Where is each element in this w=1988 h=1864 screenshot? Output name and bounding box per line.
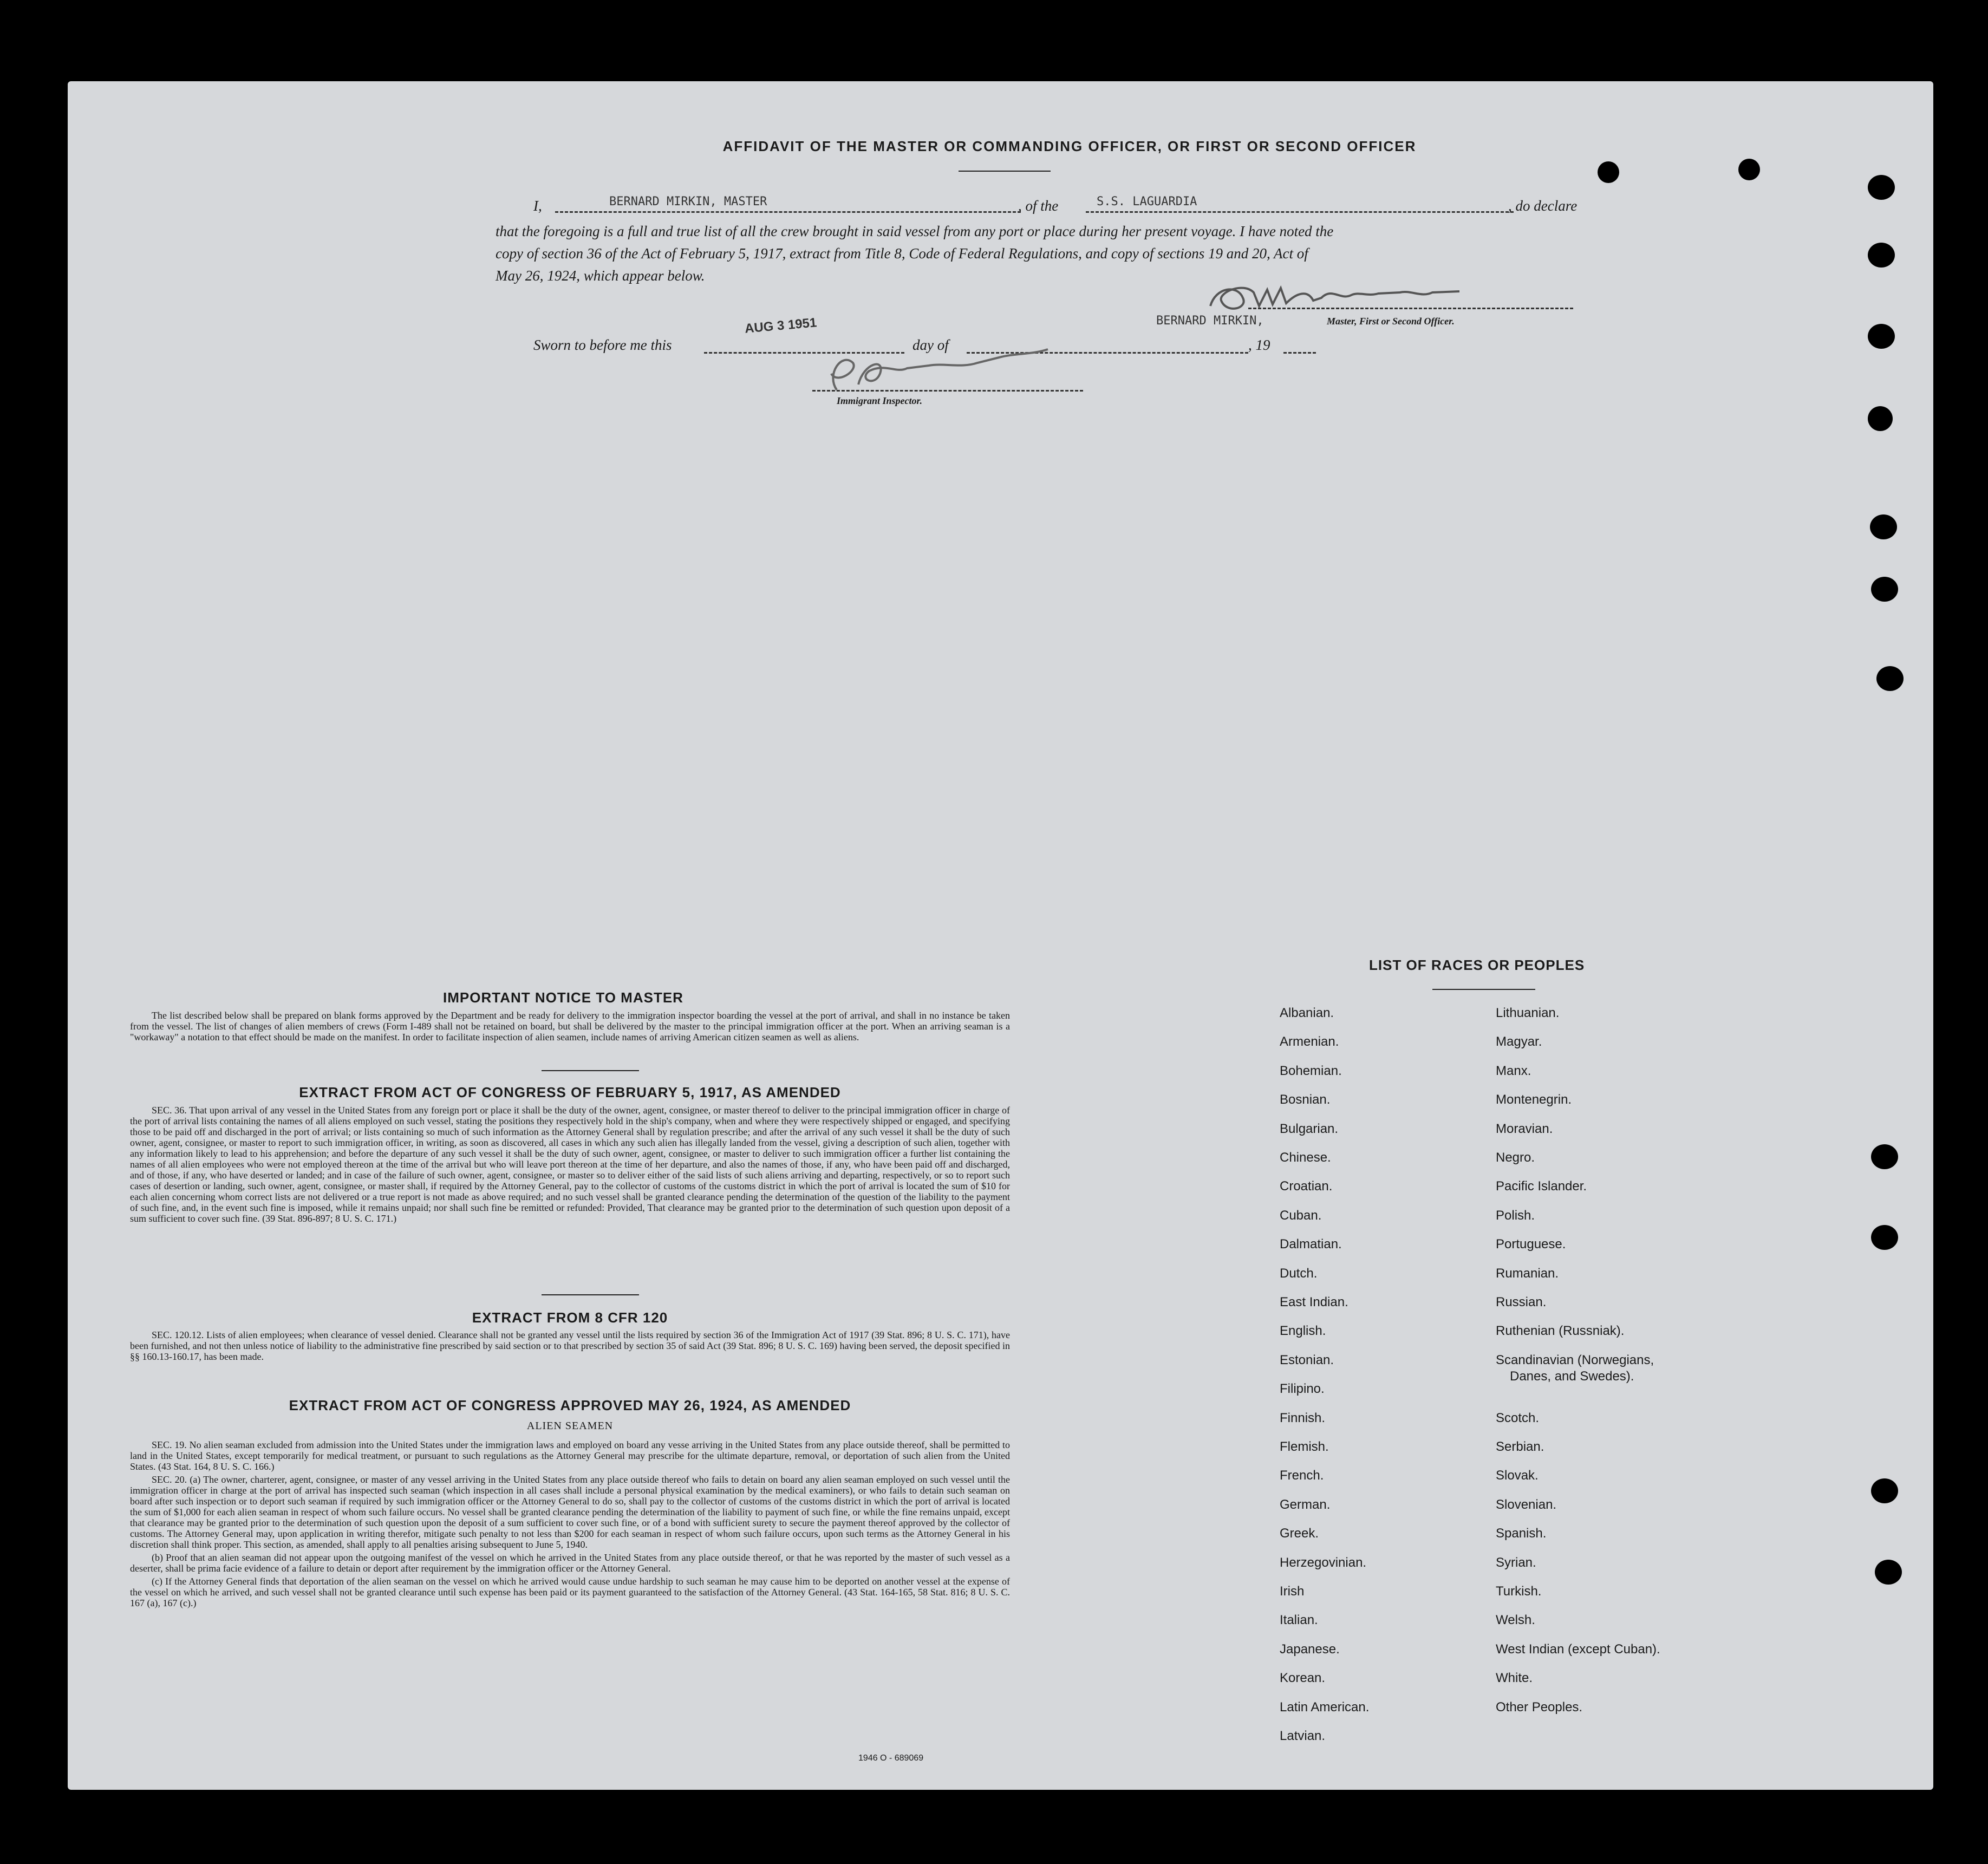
race-item: Chinese. <box>1280 1150 1331 1165</box>
race-item: Latin American. <box>1280 1699 1370 1715</box>
race-item: Moravian. <box>1496 1121 1553 1136</box>
race-item: Japanese. <box>1280 1641 1340 1657</box>
notice-title: IMPORTANT NOTICE TO MASTER <box>443 989 683 1006</box>
race-item: Croatian. <box>1280 1179 1333 1194</box>
race-item: Dalmatian. <box>1280 1237 1342 1252</box>
race-item: Russian. <box>1496 1295 1547 1309</box>
affidavit-body-line-3: May 26, 1924, which appear below. <box>496 268 705 284</box>
race-item: Greek. <box>1280 1526 1319 1541</box>
race-item: Scotch. <box>1496 1410 1540 1425</box>
extract-1924-subtitle: ALIEN SEAMEN <box>526 1420 614 1432</box>
section-20a-paragraph: SEC. 20. (a) The owner, charterer, agent, consignee, or master of any vessel arriving in the United States from any place outside thereof who fails to detain on board any alien seaman employed on such vessel until the immigration officer in charge at the port of arrival has inspected such seaman (which inspection in all cases shall include a personal physical examination by the medical examiners), or who fails to detain such seaman on board after such inspection or to deport such seaman if required by such immigration officer or the Attorney General to do so, shall pay to the collector of customs of the customs district in which the port of arrival is located the sum of $1,000 for each alien seaman in respect of whom such failure occurs. No vessel shall be granted clearance pending the determination of the liability to payment of such fine, or while the fine remains unpaid, except that clearance may be granted prior to the determination of such question upon the deposit of a sum sufficient to cover such fine, or of a bond with sufficient surety to secure the payment thereof approved by the collector of customs. The Attorney General may, upon application in writing therefor, mitigate such penalty to not less than $200 for each seaman in respect of whom such failure occurs, upon such terms as the Attorney General in his discretion shall think proper. This section, as amended, shall apply to all penalties arising subsequent to June 5, 1940. <box>130 1474 1010 1550</box>
race-item: Bosnian. <box>1280 1092 1331 1107</box>
master-name-typed: BERNARD MIRKIN, MASTER <box>609 195 767 208</box>
signer-typed: BERNARD MIRKIN, <box>1156 314 1264 328</box>
race-item: French. <box>1280 1468 1324 1483</box>
race-item: Welsh. <box>1496 1613 1535 1628</box>
race-item: East Indian. <box>1280 1295 1348 1309</box>
inspector-label: Immigrant Inspector. <box>837 395 923 406</box>
race-item: Polish. <box>1496 1208 1535 1223</box>
form-sheet <box>68 81 1933 1790</box>
year-line <box>1283 352 1316 354</box>
race-item: Dutch. <box>1280 1266 1318 1281</box>
race-item: Slovenian. <box>1496 1497 1557 1512</box>
race-item: Finnish. <box>1280 1410 1326 1425</box>
race-item: White. <box>1496 1671 1533 1686</box>
race-item: Pacific Islander. <box>1496 1179 1587 1194</box>
race-item: Flemish. <box>1280 1439 1329 1454</box>
binder-hole <box>1870 514 1897 539</box>
race-item: West Indian (except Cuban). <box>1496 1641 1660 1657</box>
race-item: Magyar. <box>1496 1034 1542 1050</box>
inspector-signature <box>804 341 1086 401</box>
affidavit-body-line-1: that the foregoing is a full and true list of all the crew brought in said vessel from any port or place during her present voyage. I have noted the <box>496 223 1334 239</box>
print-code: 1946 O - 689069 <box>858 1754 924 1763</box>
extract-cfr-title: EXTRACT FROM 8 CFR 120 <box>472 1309 668 1326</box>
binder-hole <box>1871 1225 1898 1250</box>
of-the-label: , of the <box>1018 198 1059 214</box>
binder-hole <box>1868 406 1893 431</box>
race-item: Serbian. <box>1496 1439 1544 1454</box>
day-of-label: day of <box>912 337 949 353</box>
section-20b-paragraph: (b) Proof that an alien seaman did not appear upon the outgoing manifest of the vessel on which he arrived in the United States from any place outside thereof, or that he was reported by the master of such vessel as a deserter, shall be prima facie evidence of a failure to detain or deport after requirement by the immigration officer or the Attorney General. <box>130 1552 1010 1574</box>
notice-paragraph: The list described below shall be prepared on blank forms approved by the Department and be ready for delivery to the immigration inspector boarding the vessel at the port of arrival, and shall in no instance be taken from the vessel. The list of changes of alien members of crews (Form I-489 shall not be retained on board, but shall be delivered by the master to the principal immigration officer at the port. When an arriving seaman is a "workaway" a notation to that effect should be made on the manifest. In order to facilitate inspection of alien seamen, include names of arriving American citizen seamen as well as aliens. <box>130 1010 1010 1042</box>
race-item: Herzegovinian. <box>1280 1555 1367 1570</box>
name-line <box>555 211 1021 213</box>
binder-hole <box>1871 577 1898 602</box>
binder-hole <box>1871 1144 1898 1169</box>
sworn-label: Sworn to before me this <box>533 337 672 353</box>
section-19-paragraph: SEC. 19. No alien seaman excluded from admission into the United States under the immigration laws and employed on board any vesse arriving in the United States from any place outside thereof, shall be permitted to land in the United States, except temporarily for medical treatment, or pursuant to such regulations as the Attorney General may prescribe for the ultimate departure, removal, or deportation of such alien from the United States. (43 Stat. 164, 8 U. S. C. 166.) <box>130 1439 1010 1472</box>
binder-hole <box>1868 243 1895 268</box>
race-item: Montenegrin. <box>1496 1092 1572 1107</box>
race-item: Italian. <box>1280 1613 1318 1628</box>
race-item: Lithuanian. <box>1496 1006 1560 1020</box>
race-item: Bulgarian. <box>1280 1121 1339 1136</box>
race-item: Korean. <box>1280 1671 1326 1686</box>
affidavit-body-line-2: copy of section 36 of the Act of February 5, 1917, extract from Title 8, Code of Federal Regulations, and copy of sections 19 and 20, Act of <box>496 245 1308 262</box>
race-item: Armenian. <box>1280 1034 1339 1050</box>
binder-hole <box>1875 1560 1902 1585</box>
race-item: Bohemian. <box>1280 1063 1342 1078</box>
race-item: Manx. <box>1496 1063 1531 1078</box>
divider <box>542 1070 639 1071</box>
race-item: Irish <box>1280 1584 1305 1599</box>
vessel-line <box>1086 211 1514 213</box>
race-item: Latvian. <box>1280 1729 1326 1743</box>
race-item: Cuban. <box>1280 1208 1322 1223</box>
race-item: Negro. <box>1496 1150 1535 1165</box>
notice-body <box>130 1010 1010 1045</box>
race-item: Syrian. <box>1496 1555 1536 1570</box>
race-scandinavian-continued: Danes, and Swedes). <box>1510 1369 1634 1384</box>
vessel-typed: S.S. LAGUARDIA <box>1097 195 1197 208</box>
binder-hole <box>1868 175 1895 200</box>
affidavit-title: AFFIDAVIT OF THE MASTER OR COMMANDING OFFICER, OR FIRST OR SECOND OFFICER <box>722 138 1417 154</box>
race-item: Slovak. <box>1496 1468 1539 1483</box>
race-item: Ruthenian (Russniak). <box>1496 1324 1625 1339</box>
race-item: Rumanian. <box>1496 1266 1559 1281</box>
race-item: German. <box>1280 1497 1331 1512</box>
race-item: Filipino. <box>1280 1381 1325 1397</box>
race-item: Spanish. <box>1496 1526 1547 1541</box>
signer-role: Master, First or Second Officer. <box>1327 316 1455 327</box>
race-item: Portuguese. <box>1496 1237 1566 1252</box>
date-stamp: AUG 3 1951 <box>744 315 818 336</box>
extract-1924-title: EXTRACT FROM ACT OF CONGRESS APPROVED MAY 26, 1924, AS AMENDED <box>289 1397 851 1413</box>
section-36-paragraph: SEC. 36. That upon arrival of any vessel in the United States from any foreign port or place it shall be the duty of the owner, agent, consignee, or master thereof to deliver to the principal immigration officer in charge of the port of arrival lists containing the names of all aliens employed on such vessel, stating the positions they respectively hold in the ship's company, when and where they were respectively shipped or engaged, and specifying those to be paid off and discharged in the port of arrival; or lists containing so much of such information as the Attorney General shall by regulation prescribe; and after the arrival of any such vessel it shall be the duty of such owner, agent, consignee, or master to report to such immigration officer, in writing, as soon as discovered, all cases in which any such alien has illegally landed from the vessel, giving a description of such alien, together with any information likely to lead to his apprehension; and before the departure of any such vessel it shall be the duty of such owner, agent, consignee, or master to deliver to such immigration officer a further list containing the names of all alien employees who were not employed thereon at the time of the arrival but who will leave port thereon at the time of her departure, and also the names of those, if any, who have been paid off and discharged, and of those, if any, who have deserted or landed; and in case of the failure of such owner, agent, consignee, or master so to deliver either of the said lists of such aliens arriving and departing, respectively, or so to report such cases of desertion or landing, such owner, agent, consignee, or master shall, if required by the Attorney General, pay to the collector of customs of the customs district in which the port of arrival is located the sum of $10 for each alien concerning whom correct lists are not delivered or a true report is not made as above required; and no such vessel shall be granted clearance pending the determination of the question of the liability to the payment of such fine, and, in the event such fine is imposed, while it remains unpaid; nor shall such fine be remitted or refunded: Provided, That clearance may be granted prior to the determination of such question upon deposit of a sum sufficient to cover such fine. (39 Stat. 896-897; 8 U. S. C. 171.) <box>130 1105 1010 1224</box>
extract-1924-body <box>130 1439 1010 1611</box>
extract-cfr-body <box>130 1329 1010 1364</box>
section-20c-paragraph: (c) If the Attorney General finds that deportation of the alien seaman on the vessel on which he arrived would cause undue hardship to such seaman he may cause him to be deported on another vessel at the expense of the vessel on which he arrived, and such vessel shall not be granted clearance until such expense has been paid or its payment guaranteed to the satisfaction of the Attorney General. (43 Stat. 164-165, 58 Stat. 816; 8 U. S. C. 167 (a), 167 (c).) <box>130 1576 1010 1608</box>
race-item: English. <box>1280 1324 1326 1339</box>
race-item: Other Peoples. <box>1496 1699 1583 1715</box>
races-title-rule <box>1432 989 1535 990</box>
signature-line <box>1248 308 1573 309</box>
do-declare-label: , do declare <box>1508 198 1578 214</box>
binder-hole <box>1738 159 1760 180</box>
binder-hole <box>1876 666 1904 691</box>
binder-hole <box>1871 1478 1898 1503</box>
extract-1917-title: EXTRACT FROM ACT OF CONGRESS OF FEBRUARY 5, 1917, AS AMENDED <box>299 1084 841 1100</box>
i-label: I, <box>533 198 542 214</box>
binder-hole <box>1868 324 1895 349</box>
extract-1917-body <box>130 1105 1010 1226</box>
inspector-line <box>812 390 1083 392</box>
races-title: LIST OF RACES OR PEOPLES <box>1369 957 1585 973</box>
divider <box>542 1294 639 1295</box>
binder-hole <box>1598 161 1619 183</box>
race-item: Turkish. <box>1496 1584 1542 1599</box>
race-item: Estonian. <box>1280 1352 1334 1367</box>
master-signature <box>1205 276 1562 320</box>
section-120-paragraph: SEC. 120.12. Lists of alien employees; when clearance of vessel denied. Clearance shall not be granted any vessel until the lists required by section 36 of the Immigration Act of 1917 (39 Stat. 896; 8 U. S. C. 171), have been furnished, and not then unless notice of liability to the administrative fine prescribed by said section or to that prescribed by section 35 of said Act (39 Stat. 896; 8 U. S. C. 169) having been served, the deposit specified in §§ 160.13-160.17, has been made. <box>130 1329 1010 1362</box>
race-item: Albanian. <box>1280 1006 1334 1020</box>
year-prefix: , 19 <box>1248 337 1270 353</box>
title-rule <box>959 171 1051 172</box>
race-item: Scandinavian (Norwegians, <box>1496 1352 1654 1367</box>
